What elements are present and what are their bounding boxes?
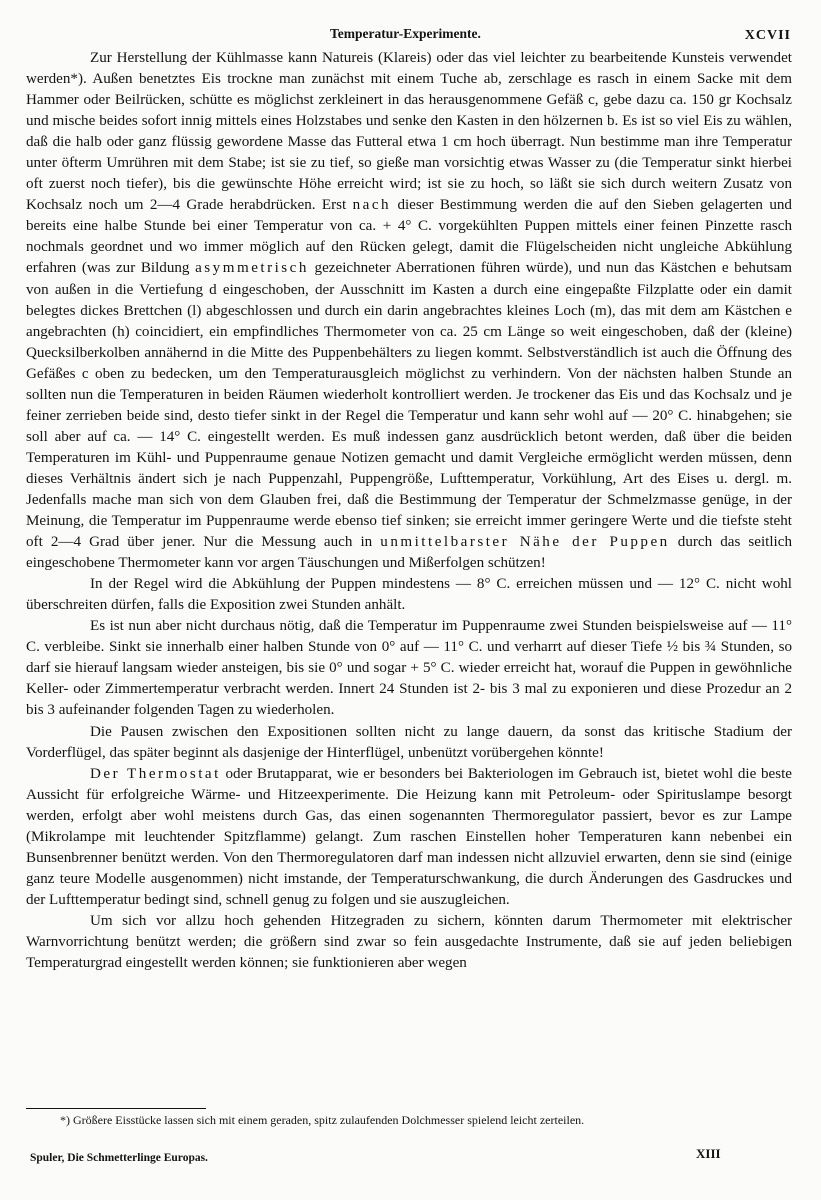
text-run: Zur Herstellung der Kühlmasse kann Natureis (Klareis) oder das viel leichter zu bearbeitende Kunsteis verwendet werden*). Außen benetztes Eis trockne man zunächst mit einem Tuche ab, zerschlage es rasch in einem Sacke mit dem Hammer oder Beilrücken, schütte es möglichst zerkleinert in das herausgenommene Gefäß c, gebe dazu ca. 150 gr Kochsalz und mische beides sofort innig mittels eines Holzstabes und senke den Kasten in den hölzernen b. Es ist so viel Eis zu wählen, daß die halb oder ganz flüssig gewordene Masse das Futteral etwa 1 cm hoch überragt. Nun bestimme man ihre Temperatur unter öfterm Umrühren mit dem Stabe; ist sie zu tief, so gieße man vorsichtig etwas Wasser zu (die Temperatur sinkt hierbei oft zuerst noch tiefer), bis die gewünschte Höhe erreicht wird; ist sie zu hoch, so läßt sie sich durch weitern Zusatz von Kochsalz noch um 2—4 Grade herabdrücken. Erst: [26, 50, 792, 214]
paragraph-exposure: Es ist nun aber nicht durchaus nötig, daß die Temperatur im Puppenraume zwei Stunden beispielsweise auf — 11° C. verbleibe. Sinkt sie innerhalb einer halben Stunde von 0° auf — 11° C. und verharrt auf dieser Tiefe ½ bis ¾ Stunden, so darf sie hierauf langsam wieder ansteigen, bis sie 0° und sogar + 5° C. wieder erreicht hat, worauf die Puppen in gewöhnliche Keller- oder Zimmertemperatur verbracht werden. Innert 24 Stunden ist 2- bis 3 mal zu exponieren und diese Prozedur an 2 bis 3 aufeinander folgenden Tagen zu wiederholen.: [26, 618, 792, 719]
footnote-text: Größere Eisstücke lassen sich mit einem geraden, spitz zulaufenden Dolchmesser spielend leicht zerteilen.: [73, 1113, 585, 1127]
emphasis-nach: nach: [352, 197, 392, 214]
paragraph-warning: Um sich vor allzu hoch gehenden Hitzegraden zu sichern, könnten darum Thermometer mit elektrischer Warnvorrichtung benützt werden; die größern sind zwar so fein ausgedachte Instrumente, daß sie auf jeden beliebigen Temperaturgrad eingestellt werden können; sie funktionieren aber wegen: [26, 912, 792, 972]
text-run: oder Brutapparat, wie er besonders bei Bakteriologen im Gebrauch ist, bietet wohl die beste Aussicht für erfolgreiche Wärme- und Hitzeexperimente. Die Heizung kann mit Petroleum- oder Spirituslampe besorgt werden, erfolgt aber wohl meistens durch Gas, das einen sogenannten Thermoregulator passiert, bevor es zur Lampe (Mikrolampe mit leuchtender Spitzflamme) gelangt. Zum raschen Einstellen hoher Temperaturen kann nebenbei ein Bunsenbrenner benützt werden. Von den Thermoregulatoren darf man indessen nicht allzuviel erwarten, denn sie sind (einige ganz teure Modelle ausgenommen) nicht imstande, der Temperaturschwankung, die durch Änderungen des Gasdruckes und der Lufttemperatur bedingt sind, schnell genug zu folgen und sie auszugleichen.: [26, 765, 792, 908]
page-number: XCVII: [744, 28, 791, 43]
running-title: Temperatur-Experimente.: [330, 26, 481, 41]
footnote-divider: [26, 1108, 206, 1109]
text-run: gezeichneter Aberrationen führen würde), und nun das Kästchen e behutsam von außen in die Vertiefung d eingeschoben, der Ausschnitt im Kasten a durch eine eingepaßte Filzplatte oder ein damit belegtes dickes Brettchen (l) abgeschlossen und durch ein darin angebrachtes kleines Loch (m), das mit dem am Kästchen e angebrachten (h) coincidiert, ein empfindliches Thermometer von ca. 25 cm Länge so weit eingeschoben, daß der (kleine) Quecksilberkolben annähernd in die Mitte des Puppenbehälters zu liegen kommt. Selbstverständlich ist auch die Öffnung des Gefäßes c oben zu bedecken, um den Temperaturausgleich möglichst zu verhindern. Von der nächsten halben Stunde an sollten nun die Temperaturen in beiden Räumen wiederholt kontrolliert werden. Je trockener das Eis und das Kochsalz und je feiner zerrieben beide sind, desto tiefer sinkt in der Regel die Temperatur und kann sehr wohl auf — 20° C. hinabgehen; sie soll aber auf ca. — 14° C. eingestellt werden. Es muß indessen ganz ausdrücklich betont werden, daß über die beiden Temperaturen im Kühl- und Puppenraume genaue Notizen gemacht und damit Vergleiche ermöglicht werden müssen, denn dieses Verhältnis ändert sich je nach Puppenzahl, Puppengröße, Lufttemperatur, Vorkühlung, Art des Eises u. dergl. m. Jedenfalls mache man sich von dem Glauben frei, daß die Bestimmung der Temperatur der Schmelzmasse genüge, in der Meinung, die Temperatur im Puppenraume werde ebenso tief sinken; sie erreicht immer geringere Werte und die tiefste steht oft 2—4 Grad über jener. Nur die Messung auch in: [26, 260, 792, 551]
emphasis-thermostat: Der Thermostat: [90, 765, 221, 782]
paragraph-cooling-mass: [26, 48, 792, 574]
paragraph-thermostat: [26, 764, 792, 911]
emphasis-asymmetrisch: asymmetrisch: [195, 260, 309, 277]
footnote: [26, 1112, 792, 1128]
paragraph-rule: In der Regel wird die Abkühlung der Puppen mindestens — 8° C. erreichen müssen und — 12° C. nicht wohl überschreiten dürfen, falls die Exposition zwei Stunden anhält.: [26, 576, 792, 614]
main-text: [26, 48, 792, 974]
signature-mark: XIII: [696, 1146, 721, 1161]
footnote-marker: *): [60, 1113, 70, 1127]
book-imprint: Spuler, Die Schmetterlinge Europas.: [30, 1152, 208, 1164]
text-run: dieser Bestimmung werden die auf den Sieben gelagerten und bereits eine halbe Stunde bei einer Temperatur von ca. + 4° C. vorgekühlten Puppen mittels einer feinen Pinzette rasch nochmals geordnet und wo immer möglich auf den Rücken gelegt, damit die Flügelscheiden nicht ungleiche Abkühlung erfahren (was zur Bildung: [26, 197, 792, 277]
text-run: durch das seitlich eingeschobene Thermometer kann vor argen Täuschungen und Mißerfolgen schützen!: [26, 534, 792, 572]
paragraph-pauses: Die Pausen zwischen den Expositionen sollten nicht zu lange dauern, da sonst das kritische Stadium der Vorderflügel, das später beginnt als dasjenige der Hinterflügel, unbenützt vorübergehen könnte!: [26, 723, 792, 761]
emphasis-unmittelbarster: unmittelbarster Nähe der Puppen: [380, 534, 670, 551]
